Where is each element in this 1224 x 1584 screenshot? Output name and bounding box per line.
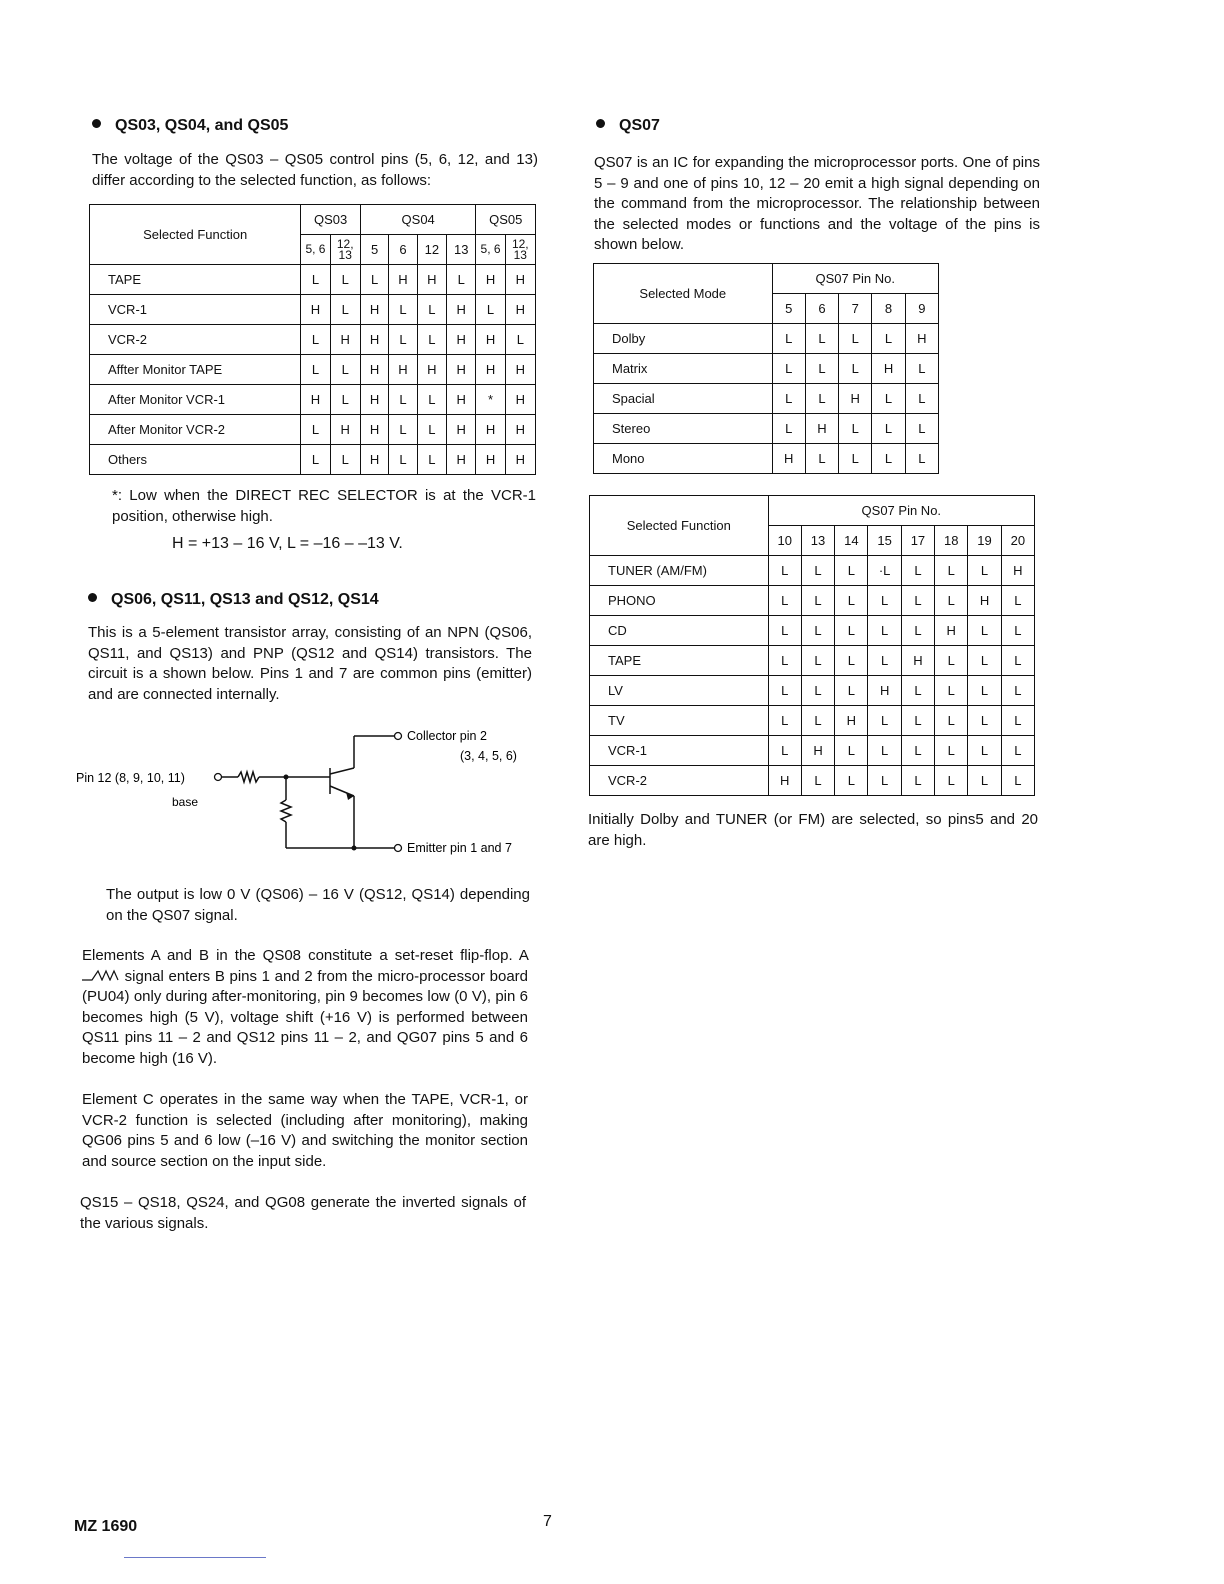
table-cell: L bbox=[839, 444, 872, 474]
table-cell: L bbox=[1001, 616, 1034, 646]
table-row bbox=[590, 646, 1035, 676]
table-cell: L bbox=[901, 556, 934, 586]
table-cell: L bbox=[968, 556, 1001, 586]
table-cell: L bbox=[935, 766, 968, 796]
pin-header: 17 bbox=[901, 526, 934, 556]
flip-flop-paragraph: Elements A and B in the QS08 constitute a set-reset flip-flop. A signal enters B pins 1 and 2 from the micro-processor board (PU04) only during after-monitoring, pin 9 becomes low (0 V), pin 6 becomes high (5 V), voltage shift (+16 V) is performed between QS11 pins 11 – 2 and QS12 pins 11 – 2, and QG07 pins 5 and 6 become high (16 V). bbox=[82, 947, 528, 1067]
table-cell: L bbox=[330, 295, 360, 325]
pin-header: 5 bbox=[772, 294, 805, 324]
table-cell: L bbox=[1001, 706, 1034, 736]
table-row bbox=[590, 616, 1035, 646]
table-cell: L bbox=[301, 265, 330, 295]
table-cell: L bbox=[905, 384, 938, 414]
row-label: Stereo bbox=[594, 414, 773, 444]
table-cell: H bbox=[505, 445, 535, 475]
table-cell: L bbox=[935, 706, 968, 736]
table-cell: H bbox=[505, 295, 535, 325]
table-row bbox=[590, 676, 1035, 706]
table-cell: L bbox=[768, 616, 801, 646]
table-cell: L bbox=[872, 444, 905, 474]
table-cell: L bbox=[868, 646, 901, 676]
row-label: After Monitor VCR-2 bbox=[90, 415, 301, 445]
row-label: Dolby bbox=[594, 324, 773, 354]
table-cell: L bbox=[768, 736, 801, 766]
table-row bbox=[594, 444, 939, 474]
table-cell: H bbox=[505, 415, 535, 445]
table-cell: H bbox=[1001, 556, 1034, 586]
table-cell: L bbox=[330, 385, 360, 415]
group-header: QS07 Pin No. bbox=[772, 264, 938, 294]
row-label: TUNER (AM/FM) bbox=[590, 556, 769, 586]
table-cell: H bbox=[447, 355, 476, 385]
table-cell: L bbox=[872, 414, 905, 444]
pin-header: 13 bbox=[801, 526, 834, 556]
table-corner: Selected Function bbox=[590, 496, 769, 556]
table-row bbox=[594, 324, 939, 354]
table-cell: H bbox=[505, 385, 535, 415]
table-cell: H bbox=[330, 415, 360, 445]
table-cell: L bbox=[1001, 676, 1034, 706]
transistor-array-paragraph: This is a 5-element transistor array, consisting of an NPN (QS06, QS11, and QS13) and PNP (QS12 and QS14) transistors. The circuit is a shown below. Pins 1 and 7 are common pins (emitter) and are connected internally. bbox=[88, 624, 532, 703]
voltage-levels-note: H = +13 – 16 V, L = –16 – –13 V. bbox=[172, 535, 403, 552]
pin-header: 6 bbox=[389, 235, 417, 265]
table-cell: L bbox=[330, 445, 360, 475]
group-header: QS03 bbox=[301, 205, 361, 235]
table-cell: H bbox=[476, 415, 505, 445]
table-cell: H bbox=[868, 676, 901, 706]
pin-header: 12, 13 bbox=[505, 235, 535, 265]
table-cell: L bbox=[301, 445, 330, 475]
table-cell: L bbox=[801, 646, 834, 676]
row-label: LV bbox=[590, 676, 769, 706]
table-cell: H bbox=[476, 325, 505, 355]
table-cell: L bbox=[901, 616, 934, 646]
table-cell: H bbox=[360, 385, 388, 415]
table-cell: L bbox=[772, 324, 805, 354]
table-cell: H bbox=[417, 355, 446, 385]
bullet-icon bbox=[88, 593, 97, 602]
bullet-icon bbox=[92, 119, 101, 128]
table-cell: L bbox=[447, 265, 476, 295]
row-label: VCR-2 bbox=[90, 325, 301, 355]
table-header-row bbox=[90, 205, 536, 235]
table-cell: L bbox=[801, 676, 834, 706]
table-cell: L bbox=[901, 766, 934, 796]
table-cell: H bbox=[801, 736, 834, 766]
table-cell: L bbox=[905, 444, 938, 474]
table-cell: L bbox=[389, 295, 417, 325]
table-row bbox=[90, 295, 536, 325]
table-cell: L bbox=[801, 586, 834, 616]
table-cell: L bbox=[935, 556, 968, 586]
table-cell: L bbox=[360, 265, 388, 295]
group-header: QS04 bbox=[360, 205, 476, 235]
table-row bbox=[90, 415, 536, 445]
table-cell: L bbox=[805, 444, 838, 474]
table-cell: H bbox=[476, 445, 505, 475]
pin-header: 5, 6 bbox=[476, 235, 505, 265]
table-row bbox=[90, 325, 536, 355]
row-label: PHONO bbox=[590, 586, 769, 616]
table-cell: L bbox=[772, 384, 805, 414]
pin-base-label: Pin 12 (8, 9, 10, 11) bbox=[76, 771, 185, 785]
table-cell: L bbox=[905, 354, 938, 384]
table-cell: L bbox=[801, 706, 834, 736]
row-label: TAPE bbox=[90, 265, 301, 295]
row-label: TAPE bbox=[590, 646, 769, 676]
table-row bbox=[594, 414, 939, 444]
table-cell: L bbox=[968, 616, 1001, 646]
table-cell: L bbox=[868, 766, 901, 796]
table-cell: H bbox=[505, 355, 535, 385]
table-cell: H bbox=[301, 295, 330, 325]
table-row bbox=[590, 736, 1035, 766]
table-cell: H bbox=[389, 265, 417, 295]
table-corner: Selected Mode bbox=[594, 264, 773, 324]
table-cell: L bbox=[330, 355, 360, 385]
table-cell: H bbox=[905, 324, 938, 354]
table-cell: L bbox=[835, 586, 868, 616]
table-cell: H bbox=[447, 385, 476, 415]
pin-header: 14 bbox=[835, 526, 868, 556]
table-row bbox=[590, 556, 1035, 586]
transistor-circuit-diagram bbox=[70, 720, 550, 865]
pin-header: 10 bbox=[768, 526, 801, 556]
table-cell: H bbox=[360, 355, 388, 385]
table-cell: L bbox=[868, 586, 901, 616]
element-c-paragraph: Element C operates in the same way when the TAPE, VCR-1, or VCR-2 function is selected (including after monitoring), making QG06 pins 5 and 6 low (–16 V) and switching the monitor section and source section on the input side. bbox=[82, 1091, 528, 1170]
table-cell: L bbox=[801, 616, 834, 646]
table-header-row bbox=[590, 496, 1035, 526]
pin-header: 18 bbox=[935, 526, 968, 556]
table-cell: H bbox=[476, 265, 505, 295]
table-cell: L bbox=[768, 586, 801, 616]
table-cell: L bbox=[301, 415, 330, 445]
table-cell: L bbox=[868, 736, 901, 766]
row-label: TV bbox=[590, 706, 769, 736]
table-cell: L bbox=[768, 556, 801, 586]
output-paragraph: The output is low 0 V (QS06) – 16 V (QS12, QS14) depending on the QS07 signal. bbox=[106, 886, 530, 924]
table-cell: L bbox=[301, 355, 330, 385]
table-cell: ·L bbox=[868, 556, 901, 586]
section-heading-qs07: QS07 bbox=[596, 117, 660, 135]
table-cell: L bbox=[835, 736, 868, 766]
row-label: After Monitor VCR-1 bbox=[90, 385, 301, 415]
table-cell: H bbox=[805, 414, 838, 444]
table-cell: L bbox=[301, 325, 330, 355]
table-cell: H bbox=[935, 616, 968, 646]
table-cell: L bbox=[905, 414, 938, 444]
table-cell: L bbox=[835, 616, 868, 646]
section-heading-qs03-qs05: QS03, QS04, and QS05 bbox=[92, 117, 288, 135]
table-cell: L bbox=[417, 295, 446, 325]
footer-rule bbox=[124, 1557, 266, 1558]
table-cell: L bbox=[768, 706, 801, 736]
inverted-signals-paragraph: QS15 – QS18, QS24, and QG08 generate the inverted signals of the various signals. bbox=[80, 1194, 526, 1232]
table-cell: L bbox=[835, 556, 868, 586]
row-label: Affter Monitor TAPE bbox=[90, 355, 301, 385]
table-row bbox=[90, 265, 536, 295]
table-cell: H bbox=[968, 586, 1001, 616]
table-cell: L bbox=[768, 676, 801, 706]
row-label: CD bbox=[590, 616, 769, 646]
table-cell: H bbox=[360, 445, 388, 475]
table-cell: L bbox=[389, 445, 417, 475]
table-cell: L bbox=[839, 414, 872, 444]
pin-header: 5, 6 bbox=[301, 235, 330, 265]
table-row bbox=[594, 384, 939, 414]
table-cell: L bbox=[901, 586, 934, 616]
table-cell: L bbox=[389, 385, 417, 415]
table-cell: L bbox=[330, 265, 360, 295]
table-cell: L bbox=[901, 706, 934, 736]
table-cell: L bbox=[772, 414, 805, 444]
table-cell: L bbox=[839, 324, 872, 354]
qs07-intro-paragraph: QS07 is an IC for expanding the microprocessor ports. One of pins 5 – 9 and one of pins 10, 12 – 20 emit a high signal depending on the command from the microprocessor. The relationship between the selected modes or functions and the voltage of the pins is shown below. bbox=[594, 154, 1040, 253]
table-row bbox=[90, 385, 536, 415]
qs03-qs05-table bbox=[89, 204, 536, 475]
table-cell: H bbox=[872, 354, 905, 384]
table-cell: L bbox=[968, 766, 1001, 796]
table-cell: L bbox=[968, 706, 1001, 736]
table-cell: H bbox=[447, 445, 476, 475]
row-label: Others bbox=[90, 445, 301, 475]
qs07-mode-table bbox=[593, 263, 939, 474]
pin-header: 12, 13 bbox=[330, 235, 360, 265]
table-cell: H bbox=[835, 706, 868, 736]
table-cell: H bbox=[330, 325, 360, 355]
pin-header: 9 bbox=[905, 294, 938, 324]
table-cell: * bbox=[476, 385, 505, 415]
table-cell: L bbox=[389, 415, 417, 445]
table-cell: H bbox=[772, 444, 805, 474]
table-cell: L bbox=[801, 766, 834, 796]
row-label: Matrix bbox=[594, 354, 773, 384]
table-cell: L bbox=[772, 354, 805, 384]
table-cell: L bbox=[1001, 736, 1034, 766]
pin-header: 7 bbox=[839, 294, 872, 324]
page-number: 7 bbox=[543, 1513, 552, 1530]
collector-label: Collector pin 2 bbox=[407, 729, 487, 743]
table-cell: H bbox=[505, 265, 535, 295]
group-header: QS05 bbox=[476, 205, 536, 235]
table-cell: H bbox=[768, 766, 801, 796]
table-cell: H bbox=[301, 385, 330, 415]
table-cell: H bbox=[389, 355, 417, 385]
emitter-label: Emitter pin 1 and 7 bbox=[407, 841, 512, 855]
table-cell: L bbox=[968, 646, 1001, 676]
table-cell: H bbox=[447, 295, 476, 325]
table-cell: L bbox=[868, 616, 901, 646]
table-cell: L bbox=[935, 736, 968, 766]
pulse-signal-icon bbox=[82, 969, 120, 981]
table-cell: L bbox=[417, 445, 446, 475]
table-row bbox=[594, 354, 939, 384]
table-cell: L bbox=[476, 295, 505, 325]
base-label: base bbox=[172, 795, 199, 809]
table-cell: L bbox=[768, 646, 801, 676]
table-cell: L bbox=[935, 586, 968, 616]
table-cell: L bbox=[389, 325, 417, 355]
table-cell: L bbox=[801, 556, 834, 586]
row-label: Spacial bbox=[594, 384, 773, 414]
footnote-star: *: Low when the DIRECT REC SELECTOR is at the VCR-1 position, otherwise high. bbox=[112, 487, 536, 525]
table-cell: L bbox=[805, 384, 838, 414]
pin-header: 12 bbox=[417, 235, 446, 265]
table-cell: L bbox=[935, 676, 968, 706]
table-cell: L bbox=[417, 385, 446, 415]
table-row bbox=[590, 586, 1035, 616]
table-header-row bbox=[594, 264, 939, 294]
table-cell: L bbox=[968, 676, 1001, 706]
table-cell: L bbox=[835, 766, 868, 796]
table-cell: H bbox=[360, 295, 388, 325]
table-cell: H bbox=[901, 646, 934, 676]
table-cell: L bbox=[872, 384, 905, 414]
table-cell: L bbox=[1001, 586, 1034, 616]
table-row bbox=[590, 766, 1035, 796]
table-cell: L bbox=[868, 706, 901, 736]
table-cell: L bbox=[839, 354, 872, 384]
table-cell: L bbox=[872, 324, 905, 354]
pin-header: 15 bbox=[868, 526, 901, 556]
pin-header: 19 bbox=[968, 526, 1001, 556]
row-label: Mono bbox=[594, 444, 773, 474]
pin-header: 13 bbox=[447, 235, 476, 265]
table-cell: L bbox=[805, 324, 838, 354]
pin-header: 8 bbox=[872, 294, 905, 324]
row-label: VCR-1 bbox=[90, 295, 301, 325]
collector-sub-label: (3, 4, 5, 6) bbox=[460, 749, 517, 763]
group-header: QS07 Pin No. bbox=[768, 496, 1034, 526]
table-row bbox=[90, 445, 536, 475]
table-cell: L bbox=[417, 415, 446, 445]
bullet-icon bbox=[596, 119, 605, 128]
table-cell: L bbox=[1001, 646, 1034, 676]
table-cell: L bbox=[901, 676, 934, 706]
pin-header: 5 bbox=[360, 235, 388, 265]
table-cell: H bbox=[839, 384, 872, 414]
table-cell: L bbox=[835, 646, 868, 676]
table-corner: Selected Function bbox=[90, 205, 301, 265]
table-cell: H bbox=[417, 265, 446, 295]
initial-selection-paragraph: Initially Dolby and TUNER (or FM) are selected, so pins5 and 20 are high. bbox=[588, 811, 1038, 849]
table-cell: L bbox=[835, 676, 868, 706]
table-cell: H bbox=[476, 355, 505, 385]
table-cell: L bbox=[805, 354, 838, 384]
table-cell: L bbox=[505, 325, 535, 355]
table-cell: H bbox=[447, 415, 476, 445]
row-label: VCR-1 bbox=[590, 736, 769, 766]
intro-paragraph-qs03: The voltage of the QS03 – QS05 control pins (5, 6, 12, and 13) differ according to the selected function, as follows: bbox=[92, 151, 538, 189]
row-label: VCR-2 bbox=[590, 766, 769, 796]
table-cell: L bbox=[1001, 766, 1034, 796]
table-cell: H bbox=[360, 325, 388, 355]
table-cell: L bbox=[901, 736, 934, 766]
table-cell: L bbox=[935, 646, 968, 676]
pin-header: 6 bbox=[805, 294, 838, 324]
section-heading-qs06-qs14: QS06, QS11, QS13 and QS12, QS14 bbox=[88, 591, 379, 609]
table-cell: H bbox=[360, 415, 388, 445]
model-number: MZ 1690 bbox=[74, 1518, 138, 1535]
table-row bbox=[590, 706, 1035, 736]
pin-header: 20 bbox=[1001, 526, 1034, 556]
table-cell: L bbox=[968, 736, 1001, 766]
table-cell: H bbox=[447, 325, 476, 355]
table-cell: L bbox=[417, 325, 446, 355]
qs07-function-table bbox=[589, 495, 1035, 796]
table-row bbox=[90, 355, 536, 385]
